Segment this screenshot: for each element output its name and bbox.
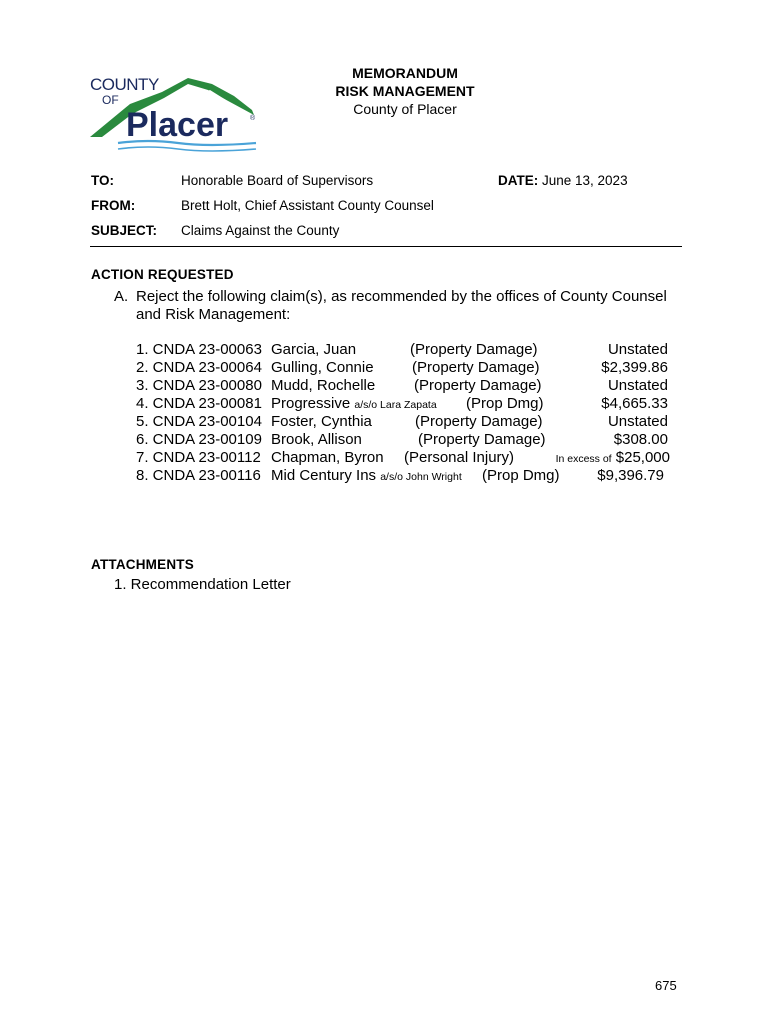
logo-registered-mark: ® bbox=[250, 115, 256, 122]
memo-header bbox=[300, 64, 510, 118]
claim-amount: $308.00 bbox=[613, 431, 668, 448]
claim-amount: $9,396.79 bbox=[597, 467, 664, 484]
claim-row bbox=[136, 341, 676, 359]
logo-placer-text: Placer bbox=[126, 106, 229, 144]
logo-of-text: OF bbox=[102, 93, 119, 107]
claimant-name bbox=[271, 395, 437, 414]
claim-number: 3. CNDA 23-00080 bbox=[136, 377, 262, 394]
claim-row bbox=[136, 395, 676, 413]
water-wave-icon bbox=[118, 147, 256, 151]
claim-number: 1. CNDA 23-00063 bbox=[136, 341, 262, 358]
claim-row bbox=[136, 377, 676, 395]
memo-organization: County of Placer bbox=[353, 101, 457, 117]
claim-type: (Property Damage) bbox=[415, 413, 543, 430]
claimant-name: Chapman, Byron bbox=[271, 449, 384, 466]
claim-amount-value: $25,000 bbox=[615, 449, 670, 466]
claim-row bbox=[136, 359, 676, 377]
subject-value: Claims Against the County bbox=[181, 223, 340, 238]
claim-amount bbox=[556, 449, 670, 468]
claim-type: (Property Damage) bbox=[418, 431, 546, 448]
claim-type: (Property Damage) bbox=[414, 377, 542, 394]
county-of-placer-logo bbox=[88, 70, 260, 154]
action-item-letter: A. bbox=[114, 288, 129, 305]
attachment-item: 1. Recommendation Letter bbox=[114, 576, 291, 593]
memo-subtitle: RISK MANAGEMENT bbox=[335, 83, 475, 99]
date-label: DATE: bbox=[498, 173, 539, 188]
subject-label: SUBJECT: bbox=[91, 223, 158, 238]
claimant-name-text: Progressive bbox=[271, 395, 351, 412]
claim-number: 7. CNDA 23-00112 bbox=[136, 449, 261, 466]
claimant-name-text: Mid Century Ins bbox=[271, 467, 377, 484]
claims-list bbox=[136, 341, 676, 485]
to-value: Honorable Board of Supervisors bbox=[181, 173, 374, 188]
claimant-note: a/s/o John Wright bbox=[380, 471, 462, 483]
action-requested-heading: ACTION REQUESTED bbox=[91, 267, 234, 282]
claim-type: (Property Damage) bbox=[410, 341, 538, 358]
claim-number: 8. CNDA 23-00116 bbox=[136, 467, 261, 484]
claimant-name: Foster, Cynthia bbox=[271, 413, 372, 430]
claim-row bbox=[136, 431, 676, 449]
claimant-name: Mudd, Rochelle bbox=[271, 377, 376, 394]
claim-type: (Prop Dmg) bbox=[482, 467, 560, 484]
claim-number: 5. CNDA 23-00104 bbox=[136, 413, 262, 430]
logo-county-text: COUNTY bbox=[90, 75, 159, 94]
claimant-name: Garcia, Juan bbox=[271, 341, 357, 358]
to-label: TO: bbox=[91, 173, 114, 188]
memo-title: MEMORANDUM bbox=[352, 65, 458, 81]
claim-number: 4. CNDA 23-00081 bbox=[136, 395, 262, 412]
page-number: 675 bbox=[655, 978, 677, 993]
claim-type: (Personal Injury) bbox=[404, 449, 515, 466]
claimant-name: Gulling, Connie bbox=[271, 359, 374, 376]
claim-amount: $2,399.86 bbox=[601, 359, 668, 376]
claim-amount: $4,665.33 bbox=[601, 395, 668, 412]
claimant-name bbox=[271, 467, 462, 486]
claim-row bbox=[136, 467, 676, 485]
claim-amount: Unstated bbox=[607, 377, 668, 394]
from-label: FROM: bbox=[91, 198, 136, 213]
claim-row bbox=[136, 413, 676, 431]
action-text-line2: and Risk Management: bbox=[136, 306, 291, 323]
date-value: June 13, 2023 bbox=[538, 173, 628, 188]
claimant-name: Brook, Allison bbox=[271, 431, 362, 448]
claim-number: 6. CNDA 23-00109 bbox=[136, 431, 262, 448]
header-divider bbox=[90, 246, 682, 247]
claim-type: (Property Damage) bbox=[412, 359, 540, 376]
from-value: Brett Holt, Chief Assistant County Counsel bbox=[181, 198, 434, 213]
claim-amount: Unstated bbox=[607, 341, 668, 358]
claim-row bbox=[136, 449, 676, 467]
amount-note: In excess of bbox=[555, 453, 612, 465]
attachments-heading: ATTACHMENTS bbox=[91, 557, 194, 572]
claim-amount: Unstated bbox=[607, 413, 668, 430]
claimant-note: a/s/o Lara Zapata bbox=[354, 399, 437, 411]
claim-type: (Prop Dmg) bbox=[466, 395, 544, 412]
date-field bbox=[498, 173, 628, 188]
claim-number: 2. CNDA 23-00064 bbox=[136, 359, 262, 376]
action-text-line1: Reject the following claim(s), as recommended by the offices of County Counsel bbox=[136, 288, 667, 305]
